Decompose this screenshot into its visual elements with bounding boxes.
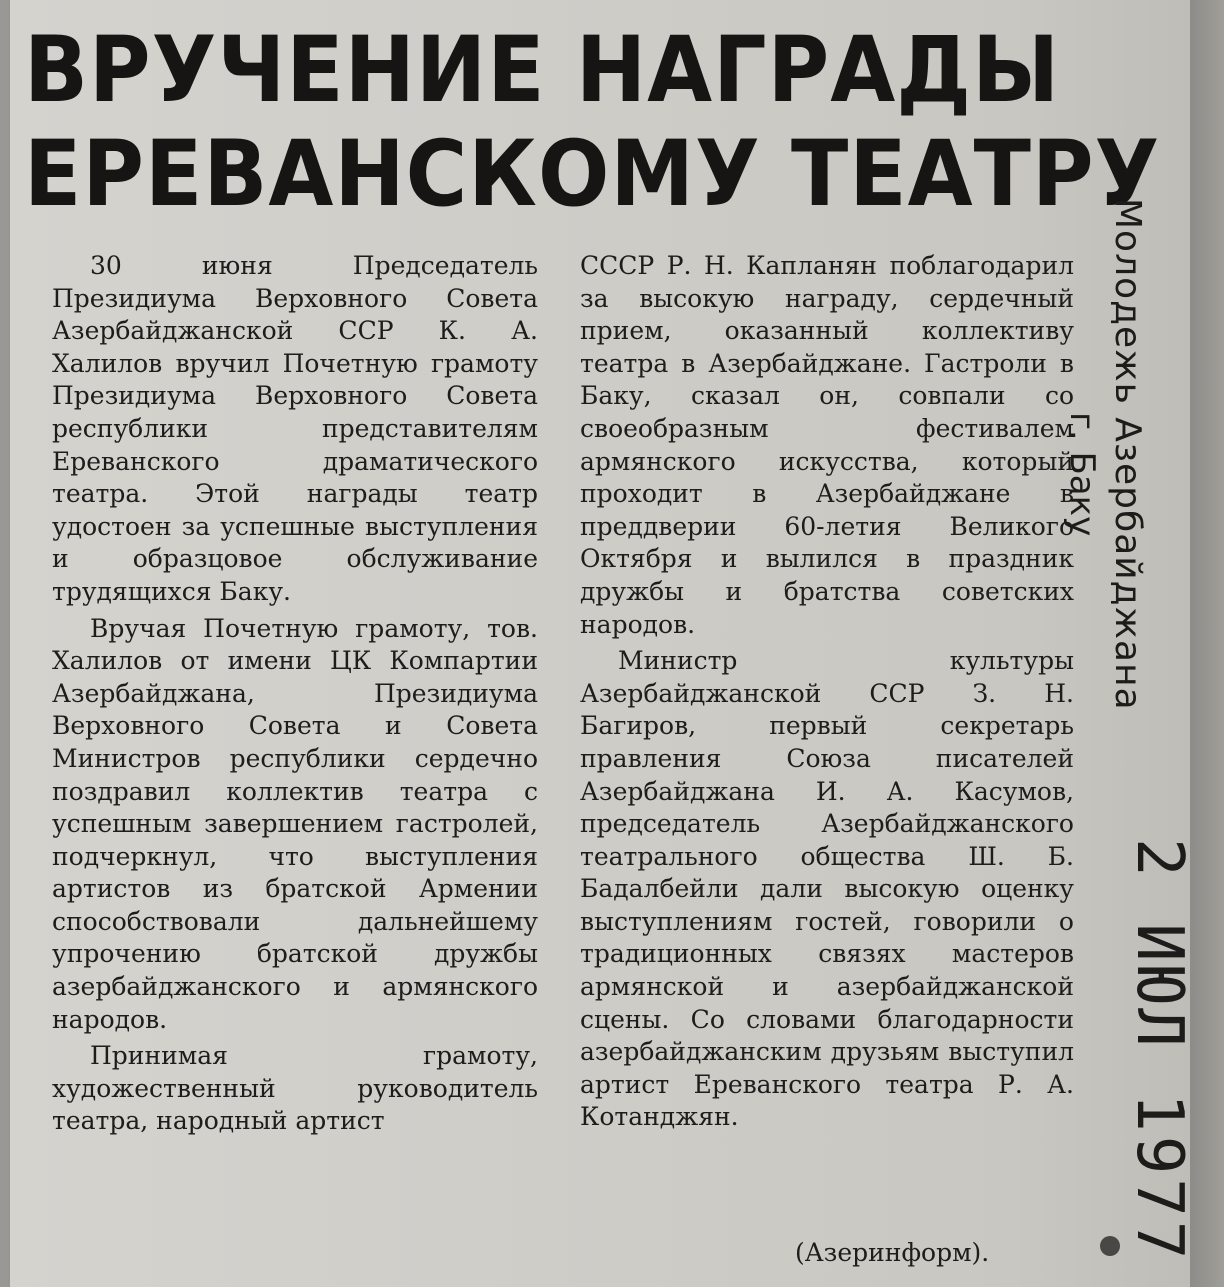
- source-annotation: Молодежь Азербайджана: [1107, 198, 1148, 711]
- headline: [24, 16, 1161, 227]
- article-column-1: [52, 250, 538, 1138]
- paragraph: Принимая грамоту, художественный руководитель театра, народный артист: [52, 1041, 538, 1136]
- city-annotation: г. Баку: [1062, 412, 1102, 537]
- paragraph: СССР Р. Н. Капланян поблагодарил за высокую награду, сердечный прием, оказанный коллективу театра в Азербайджане. Гастроли в Баку, сказал он, совпали со своеобразным фестивалем армянского искусства, который проходит в Азербайджане в преддверии 60-летия Великого Октября и вылился в праздник дружбы и братства советских народов.: [580, 251, 1074, 639]
- date-stamp: 2 ИЮЛ 1977: [1122, 838, 1196, 1264]
- article-column-2: [580, 250, 1074, 1134]
- paragraph: Вручая Почетную грамоту, тов. Халилов от имени ЦК Компартии Азербайджана, Президиума Верховного Совета и Совета Министров республики сердечно поздравил коллектив театра с успешным завершением гастролей, подчеркнул, что выступления артистов из братской Армении способствовали дальнейшему упрочению братской дружбы азербайджанского и армянского народов.: [52, 613, 538, 1034]
- headline-line-2: ЕРЕВАНСКОМУ ТЕАТРУ: [24, 120, 1161, 227]
- agency-credit: (Азеринформ).: [795, 1238, 990, 1267]
- headline-line-1: ВРУЧЕНИЕ НАГРАДЫ: [24, 16, 1061, 123]
- paragraph: 30 июня Председатель Президиума Верховного Совета Азербайджанской ССР К. А. Халилов вручил Почетную грамоту Президиума Верховного Совета республики представителям Ереванского драматического театра. Этой награды театр удостоен за успешные выступления и образцовое обслуживание трудящихся Баку.: [52, 251, 538, 606]
- paragraph: Министр культуры Азербайджанской ССР З. Н. Багиров, первый секретарь правления Союза писателей Азербайджана И. А. Касумов, председатель Азербайджанского театрального общества Ш. Б. Бадалбейли дали высокую оценку выступлениям гостей, говорили о традиционных связях мастеров армянской и азербайджанской сцены. Со словами благодарности азербайджанским друзьям выступил артист Ереванского театра Р. А. Котанджян.: [580, 646, 1074, 1132]
- ink-speck: [1100, 1236, 1120, 1256]
